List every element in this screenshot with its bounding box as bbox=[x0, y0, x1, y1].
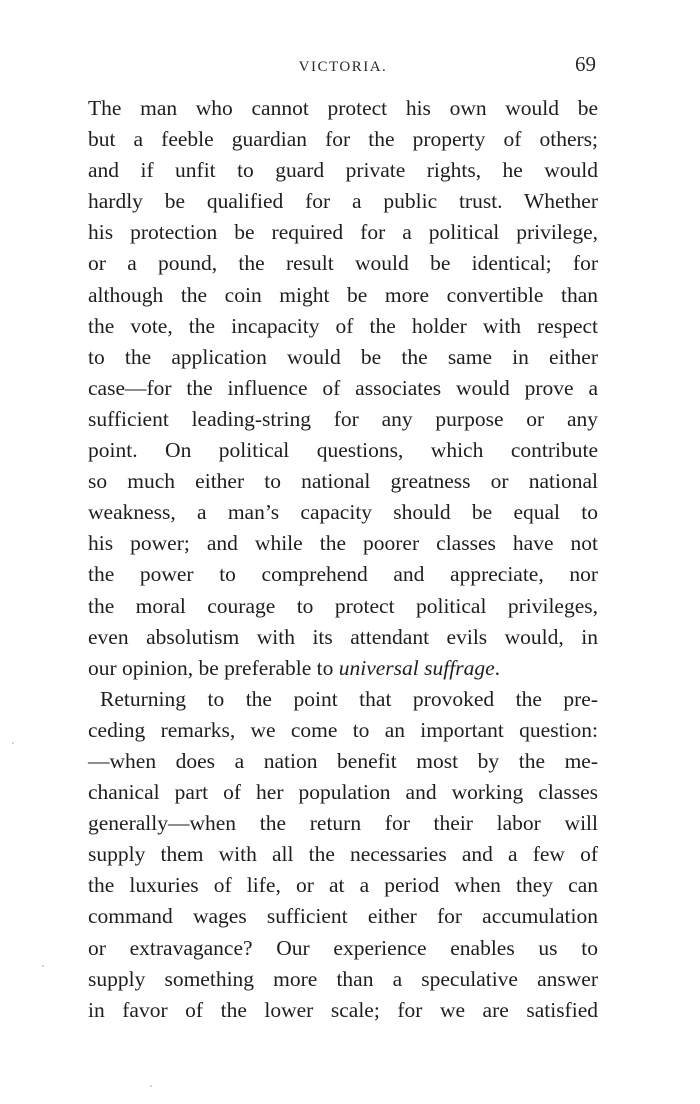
paragraph-1 bbox=[88, 93, 598, 684]
text-line: hardly be qualified for a public trust. Whether bbox=[88, 189, 598, 214]
text-line: or extravagance? Our experience enables us to bbox=[88, 935, 598, 960]
italic-phrase: universal suffrage bbox=[338, 655, 495, 680]
text-line: his protection be required for a political privilege, bbox=[88, 220, 598, 245]
text-line: command wages sufficient either for accumulation bbox=[88, 904, 598, 929]
text-line: generally—when the return for their labor will bbox=[88, 811, 598, 836]
final-line-punctuation: . bbox=[494, 655, 500, 680]
paper-speck bbox=[12, 742, 14, 744]
paper-speck bbox=[150, 1085, 152, 1087]
page-number: 69 bbox=[575, 52, 596, 76]
text-line: or a pound, the result would be identical; for bbox=[88, 251, 598, 276]
text-line: the luxuries of life, or at a period when they can bbox=[88, 873, 598, 898]
text-line: —when does a nation benefit most by the me- bbox=[88, 748, 598, 773]
running-head: VICTORIA. bbox=[298, 59, 388, 75]
text-line: to the application would be the same in either bbox=[88, 344, 598, 369]
text-line: in favor of the lower scale; for we are satisfied bbox=[88, 997, 598, 1022]
text-line: the moral courage to protect political privileges, bbox=[88, 593, 598, 618]
text-line: chanical part of her population and working classes bbox=[88, 780, 598, 805]
text-line: Returning to the point that provoked the pre- bbox=[100, 686, 598, 711]
final-line-text: our opinion, be preferable to bbox=[88, 655, 339, 680]
text-line: and if unfit to guard private rights, he would bbox=[88, 158, 598, 183]
text-line: supply them with all the necessaries and a few of bbox=[88, 842, 598, 867]
text-line: his power; and while the poorer classes have not bbox=[88, 531, 598, 556]
text-line: point. On political questions, which contribute bbox=[88, 438, 598, 463]
text-line: weakness, a man’s capacity should be equal to bbox=[88, 500, 598, 525]
text-line: the power to comprehend and appreciate, nor bbox=[88, 562, 598, 587]
text-line: case—for the influence of associates would prove a bbox=[88, 375, 598, 400]
text-line: The man who cannot protect his own would be bbox=[88, 96, 598, 120]
text-line: although the coin might be more convertible than bbox=[88, 282, 598, 307]
paper-speck bbox=[42, 965, 44, 967]
text-line: so much either to national greatness or national bbox=[88, 469, 598, 494]
text-line: even absolutism with its attendant evils would, in bbox=[88, 624, 598, 649]
page-header bbox=[88, 52, 598, 82]
text-line: ceding remarks, we come to an important question: bbox=[88, 717, 598, 742]
text-line: sufficient leading-string for any purpose or any bbox=[88, 406, 598, 431]
text-line: supply something more than a speculative answer bbox=[88, 966, 598, 991]
paragraph-2 bbox=[88, 684, 598, 1026]
text-line-final bbox=[88, 653, 598, 684]
text-line: but a feeble guardian for the property of others; bbox=[88, 127, 598, 152]
body-text bbox=[88, 93, 598, 1026]
text-line: the vote, the incapacity of the holder with respect bbox=[88, 313, 598, 338]
